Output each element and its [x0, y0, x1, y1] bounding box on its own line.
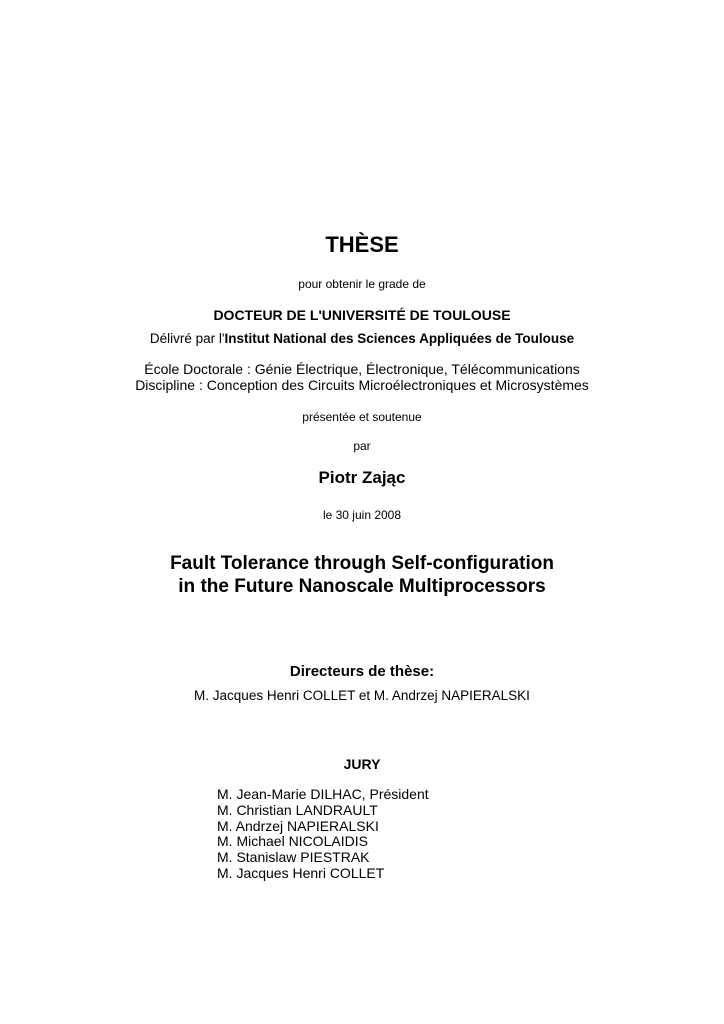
document-title: THÈSE: [325, 232, 399, 257]
thesis-title-line-2: in the Future Nanoscale Multiprocessors: [178, 576, 546, 597]
by-text: par: [353, 439, 371, 453]
presented-text: présentée et soutenue: [302, 410, 422, 424]
defense-date: le 30 juin 2008: [322, 508, 402, 522]
jury-member: M. Jean-Marie DILHAC, Président: [217, 786, 429, 802]
delivered-by: [0, 331, 724, 346]
degree-name: DOCTEUR DE L'UNIVERSITÉ DE TOULOUSE: [213, 307, 511, 323]
directors-names: M. Jacques Henri COLLET et M. Andrzej NAPIERALSKI: [194, 688, 530, 703]
doctoral-school: École Doctorale : Génie Électrique, Électronique, Télécommunications: [144, 361, 580, 377]
author-name: Piotr Zając: [318, 468, 406, 487]
jury-member: M. Christian LANDRAULT: [217, 801, 378, 818]
degree-intro: pour obtenir le grade de: [298, 277, 426, 291]
jury-member: M. Michael NICOLAIDIS: [217, 833, 368, 850]
institution-name: Institut National des Sciences Appliquées de Toulouse: [224, 331, 575, 346]
jury-member: M. Stanislaw PIESTRAK: [217, 849, 370, 866]
jury-member: M. Jacques Henri COLLET: [217, 864, 385, 881]
thesis-title-line-1: Fault Tolerance through Self-configuration: [170, 553, 554, 574]
directors-heading: Directeurs de thèse:: [289, 663, 435, 680]
discipline: Discipline : Conception des Circuits Microélectroniques et Microsystèmes: [135, 377, 589, 393]
jury-heading: JURY: [343, 756, 381, 772]
delivered-prefix: Délivré par l': [149, 331, 225, 346]
jury-list: [217, 787, 429, 882]
jury-member: M. Andrzej NAPIERALSKI: [217, 817, 379, 834]
